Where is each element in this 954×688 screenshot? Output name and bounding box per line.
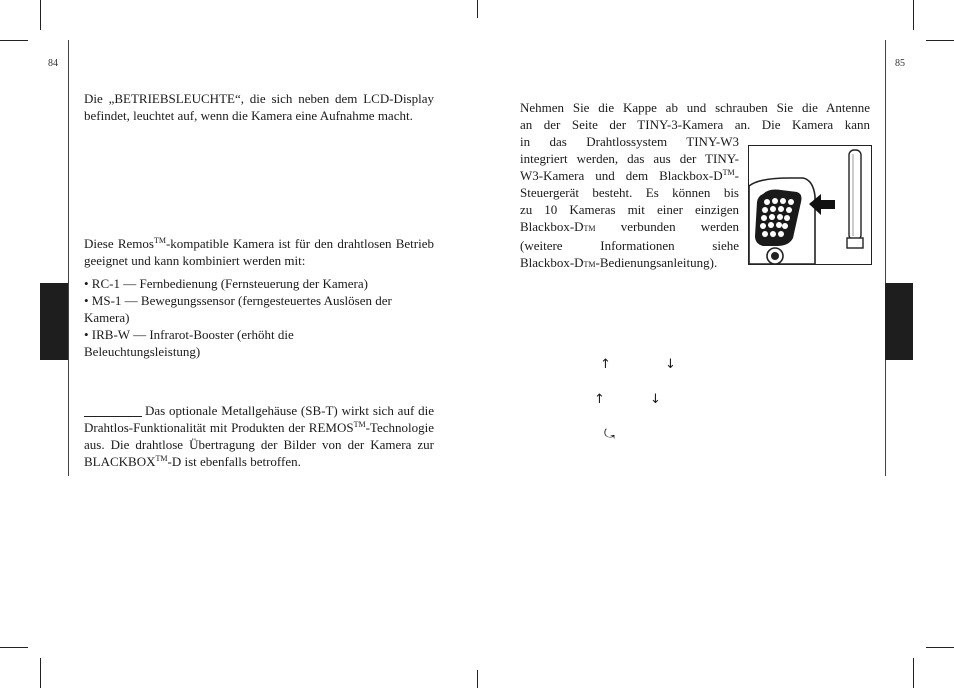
crop-mark [477, 0, 478, 18]
antenna-intro: Nehmen Sie die Kappe ab und schrauben Sie die Antenne an der Seite der TINY-3-Kamera an. Die Kamera kann [520, 100, 870, 132]
arrow-up-icon: ↑ [594, 392, 605, 407]
camera-antenna-icon [749, 146, 871, 264]
crop-mark [40, 0, 41, 30]
page-edge-right [885, 40, 886, 476]
return-arrow-icon: ⤿ [604, 427, 615, 442]
page-edge-left [68, 40, 69, 476]
list-item: • IRB-W — Infrarot-Booster (erhöht die Beleuchtungsleistung) [84, 327, 294, 359]
tiny-w3-paragraph: in das Drahtlossystem TINY-W3 integriert werden, das aus der TINY- W3-Kamera und dem Blackbox-D™- Steuergerät besteht. Es können bis zu 10 Kameras mit einer einzigen Blackbox-DTM verbunden werden (weitere Informationen siehe Blackbox-DTM-Bedienungsanleitung). [520, 134, 739, 270]
metal-housing-paragraph: Das optionale Metallgehäuse (SB-T) wirkt sich auf die Drahtlos-Funktionalität mit Produkten der REMOS™-Technologie aus. Die drahtlose Übertragung der Bilder von der Kamera zur BLACKBOX™-D ist ebenfalls betroffen. [84, 403, 434, 469]
wireless-compat-paragraph: Diese Remos™-kompatible Kamera ist für den drahtlosen Betrieb geeignet und kann kombiniert werden mit: [84, 236, 434, 268]
underline-blank [84, 404, 142, 417]
arrow-up-icon: ↑ [600, 357, 611, 372]
crop-mark [926, 647, 954, 648]
list-item: • RC-1 — Fernbedienung (Fernsteuerung der Kamera) [84, 276, 368, 291]
page-number-left: 84 [48, 58, 58, 69]
crop-mark [0, 647, 28, 648]
thumb-tab-right [885, 283, 913, 360]
crop-mark [913, 658, 914, 688]
page-number-right: 85 [895, 58, 905, 69]
list-item: • MS-1 — Bewegungssensor (ferngesteuertes Auslösen der Kamera) [84, 293, 392, 325]
crop-mark [40, 658, 41, 688]
operation-light-paragraph: Die „BETRIEBSLEUCHTE“, die sich neben dem LCD-Display befindet, leuchtet auf, wenn die Kamera eine Aufnahme macht. [84, 91, 434, 123]
crop-mark [926, 40, 954, 41]
camera-antenna-illustration [748, 145, 872, 265]
arrow-down-icon: ↓ [665, 357, 676, 372]
thumb-tab-left [40, 283, 68, 360]
crop-mark [0, 40, 28, 41]
crop-mark [913, 0, 914, 30]
accessory-list [84, 275, 434, 360]
crop-mark [477, 670, 478, 688]
arrow-down-icon: ↓ [650, 392, 661, 407]
